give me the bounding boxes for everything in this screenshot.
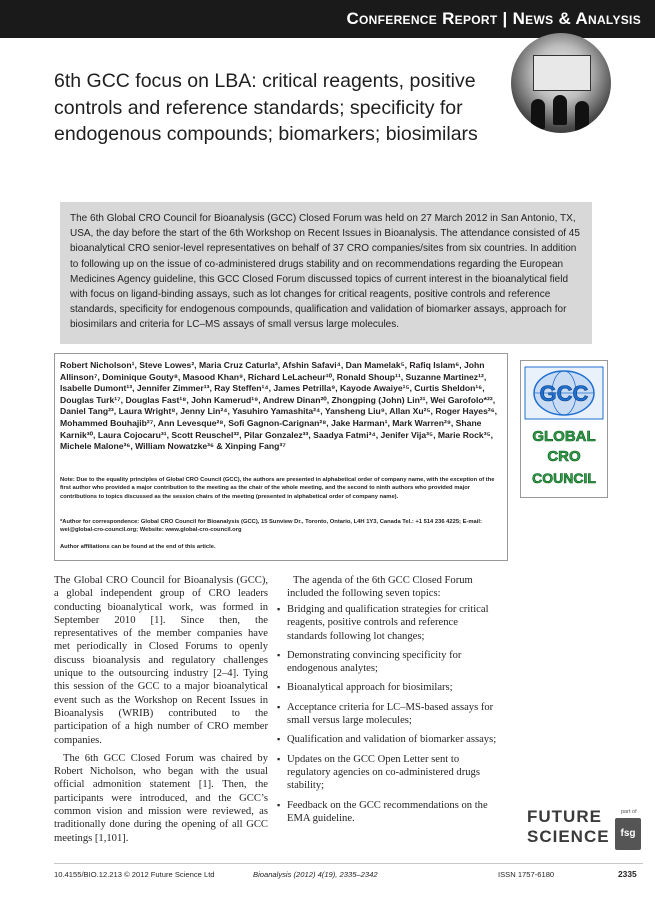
projection-screen [533,55,591,91]
affiliations-note: Author affiliations can be found at the end of this article. [60,544,216,550]
publisher-logo-word1: FUTURE [527,807,602,826]
logo-council-text: COUNCIL [532,470,596,486]
agenda-list [277,603,497,831]
footer-divider [54,863,643,864]
list-item: ▪ Qualification and validation of biomarker assays; [277,733,497,746]
body-paragraph: The Global CRO Council for Bioanalysis (GCC), a global independent group of CRO leaders conducting bioanalytical work, was formed in September 2010 [1]. Since then, the representatives of the member companies have met periodically in Closed Forums to openly discuss bioanalysis and regulatory challenges unique to the outsourcing industry [2–4]. Tying this session of the GCC to a major bioanalytical event such as the Workshop on Recent Issues in Bioanalysis (WRIB) contributed to the participation of a high number of CRO member companies. [54,575,268,746]
agenda-intro: The agenda of the 6th GCC Closed Forum included the following seven topics: [287,575,473,600]
abstract-text: The 6th Global CRO Council for Bioanalysis (GCC) Closed Forum was held on 27 March 2012 in San Antonio, TX, USA, the day before the start of the 6th Workshop on Recent Issues in Bioanalysis. The attendance consisted of 45 bioanalytical CRO senior-level representatives on behalf of 37 CRO companies/sites from six countries. In addition to following up on the issue of co-administered drugs stability and on recommendations regarding the European Medicines Agency guideline, this GCC Closed Forum discussed topics of current interest in the bioanalytical field with focus on ligand-binding assays, such as lot changes for critical reagents, positive controls and reference standards, specificity for endogenous compounds, qualification and validation of biomarker assays, approach for biosimilars and criteria for LC–MS assays of small versus large molecules. [70,213,580,331]
correspondence: *Author for correspondence: Global CRO Council for Bioanalysis (GCC), 15 Sunview Dr., Toronto, Ontario, L4H 1Y3, Canada Tel.: +1 514 236 4225; E-mail: wei@global-cro-council.org; Website: www.global-cro-council.org [60,519,482,534]
list-item: ▪ Bridging and qualification strategies for critical reagents, positive controls and reference standards following lot changes; [277,603,497,643]
article-title: 6th GCC focus on LBA: critical reagents, positive controls and reference standards; specificity for endogenous compounds; biomarkers; biosimilars [54,70,478,145]
gcc-logo-box [520,360,608,498]
section-header: Conference Report | News & Analysis [346,9,641,28]
logo-gcc-text: GCC [539,381,589,406]
audience-silhouette [575,101,589,131]
list-item: ▪ Demonstrating convincing specificity for endogenous analytes; [277,649,497,676]
audience-silhouette [553,95,567,125]
list-item: ▪ Updates on the GCC Open Letter sent to regulatory agencies on co-administered drugs stability; [277,753,497,793]
footer-journal: Bioanalysis (2012) 4(19), 2335–2342 [253,870,378,879]
publisher-logo-word2: SCIENCE [527,827,610,846]
footer-doi: 10.4155/BIO.12.213 © 2012 Future Science Ltd [54,870,215,879]
list-item: ▪ Feedback on the GCC recommendations on the EMA guideline. [277,799,497,826]
audience-silhouette [531,99,545,129]
page-number: 2335 [618,869,637,879]
gcc-logo [521,361,607,497]
fsg-logo: fsg [615,818,641,850]
part-of-label: part of [621,809,637,815]
body-column-1 [54,574,268,850]
header-photo [511,33,611,133]
body-paragraph: The 6th GCC Closed Forum was chaired by Robert Nicholson, who began with the usual official admonition statement [1]. Then, the participants were introduced, and the GCC’s common vision and mission were reviewed, as traditionally done during the opening of all GCC meetings [1,101]. [54,752,268,844]
author-note: Note: Due to the equality principles of Global CRO Council (GCC), the authors are presented in alphabetical order of company name, with the exception of the first author who provided a major contribution to the meeting as the chair of the whole meeting, and the second to ninth authors who provided major contributions to topics discussed as the session chairs of the meeting (presented in alphabetical order of company name). [60,477,495,500]
author-list: Robert Nicholson¹, Steve Lowes², Maria Cruz Caturla³, Afshin Safavi⁴, Dan Mamelak⁵, Rafiq Islam⁶, John Allinson⁷, Dominique Gouty⁸, Masood Khan⁹, Richard LeLacheur¹⁰, Ronald Shoup¹¹, Suzanne Martinez¹², Isabelle Dumont¹³, Jennifer Zimmer¹³, Ray Steffen¹⁴, James Petrilla⁹, Kayode Awaiye¹⁵, Curtis Sheldon¹⁶, Douglas Turk¹⁷, Douglas Fast¹⁸, John Kamerud¹⁹, Andrew Dinan²⁰, Zhongping (John) Lin²¹, Wei Garofolo*²², Daniel Tang²³, Laura Wright⁸, Jenny Lin²⁴, Yasuhiro Yamashita²⁴, Yansheng Liu⁹, Allan Xu²⁵, Roger Hayes²⁶, Mohammed Bouhajib²⁷, Ann Levesque²⁸, Sofi Gagnon-Carignan²⁸, Jake Harman¹, Mark Warren²⁹, Shane Karnik³⁰, Laura Cojocaru³¹, Scott Reuschel³², Pilar Gonzalez³³, Saadya Fatmi³⁴, Jenifer Vija³⁵, Marie Rock³⁵, Michele Malone³⁶, William Nowatzke³⁶ & Xinping Fang³⁷ [60,360,498,452]
logo-global-text: GLOBAL [532,428,596,445]
list-item: ▪ Acceptance criteria for LC–MS-based assays for small versus large molecules; [277,701,497,728]
logo-cro-text: CRO [547,448,581,465]
footer-issn: ISSN 1757-6180 [498,870,555,879]
list-item: ▪ Bioanalytical approach for biosimilars; [277,681,497,694]
